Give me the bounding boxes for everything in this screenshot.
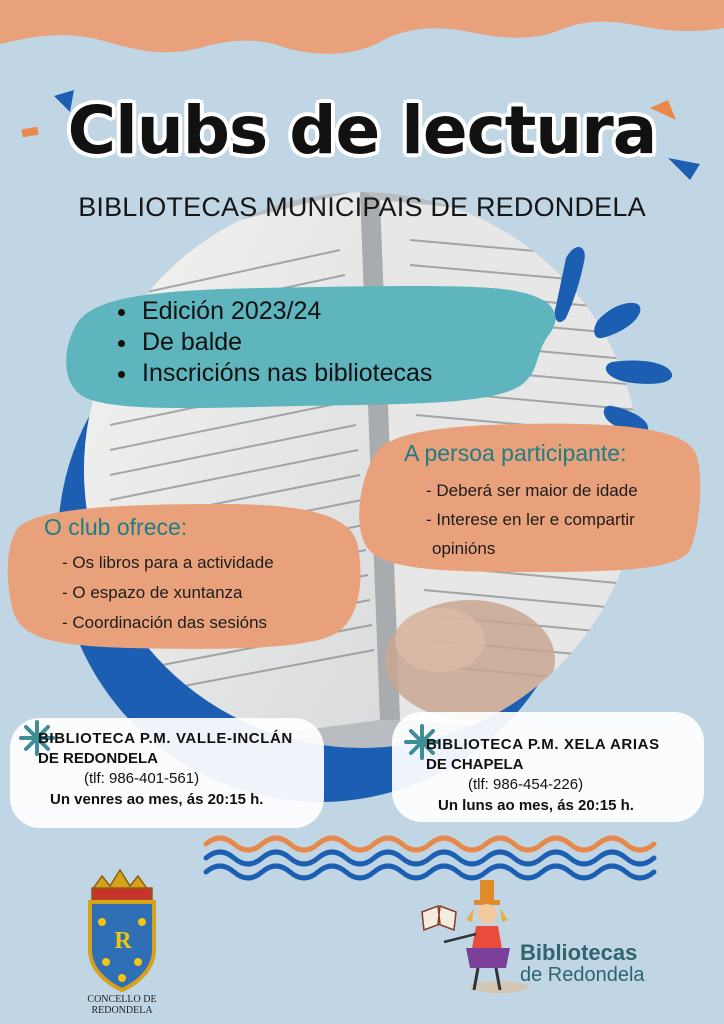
library-card-left: [38, 730, 318, 808]
reader-character-icon: [422, 880, 530, 994]
club-offer-item: - O espazo de xuntanza: [62, 583, 243, 602]
participant-item: - Deberá ser maior de idade: [426, 481, 638, 500]
club-offer-heading: O club ofrece:: [44, 514, 188, 540]
highlight-item: De balde: [118, 327, 432, 358]
participant-item: - Interese en ler e compartir: [426, 510, 635, 529]
library-phone: (tlf: 986-401-561): [84, 770, 200, 787]
library-name-line2: DE REDONDELA: [38, 750, 159, 767]
library-name-line1: BIBLIOTECA P.M. XELA ARIAS: [426, 736, 660, 753]
participant-item: opinións: [432, 539, 496, 558]
library-name-line1: BIBLIOTECA P.M. VALLE-INCLÁN: [38, 730, 293, 747]
page-title: Clubs de lectura: [67, 92, 657, 169]
decorative-waves: [206, 838, 654, 878]
concello-line1: CONCELLO DE: [87, 994, 157, 1005]
club-offer-item: - Coordinación das sesións: [62, 613, 268, 632]
library-card-right: [426, 736, 696, 814]
library-schedule: Un venres ao mes, ás 20:15 h.: [50, 791, 264, 808]
highlight-item: Edición 2023/24: [118, 296, 432, 327]
page-subtitle: BIBLIOTECAS MUNICIPAIS DE REDONDELA: [78, 192, 646, 222]
club-offer-item: - Os libros para a actividade: [62, 553, 274, 572]
brand-line2: de Redondela: [520, 964, 645, 986]
coat-letter: R: [114, 928, 132, 954]
library-schedule: Un luns ao mes, ás 20:15 h.: [438, 797, 634, 814]
bibliotecas-brand: [520, 940, 645, 987]
participant-list: [426, 476, 638, 563]
participant-heading: A persoa participante:: [404, 440, 627, 466]
library-phone: (tlf: 986-454-226): [468, 776, 584, 793]
highlights-list: [118, 296, 432, 389]
brand-line1: Bibliotecas: [520, 940, 638, 965]
concello-line2: REDONDELA: [91, 1005, 153, 1016]
library-name-line2: DE CHAPELA: [426, 756, 524, 773]
concello-label: [72, 994, 172, 1016]
highlight-item: Inscricións nas bibliotecas: [118, 358, 432, 389]
top-wave-band: [0, 0, 724, 54]
club-offer-list: [62, 548, 274, 638]
